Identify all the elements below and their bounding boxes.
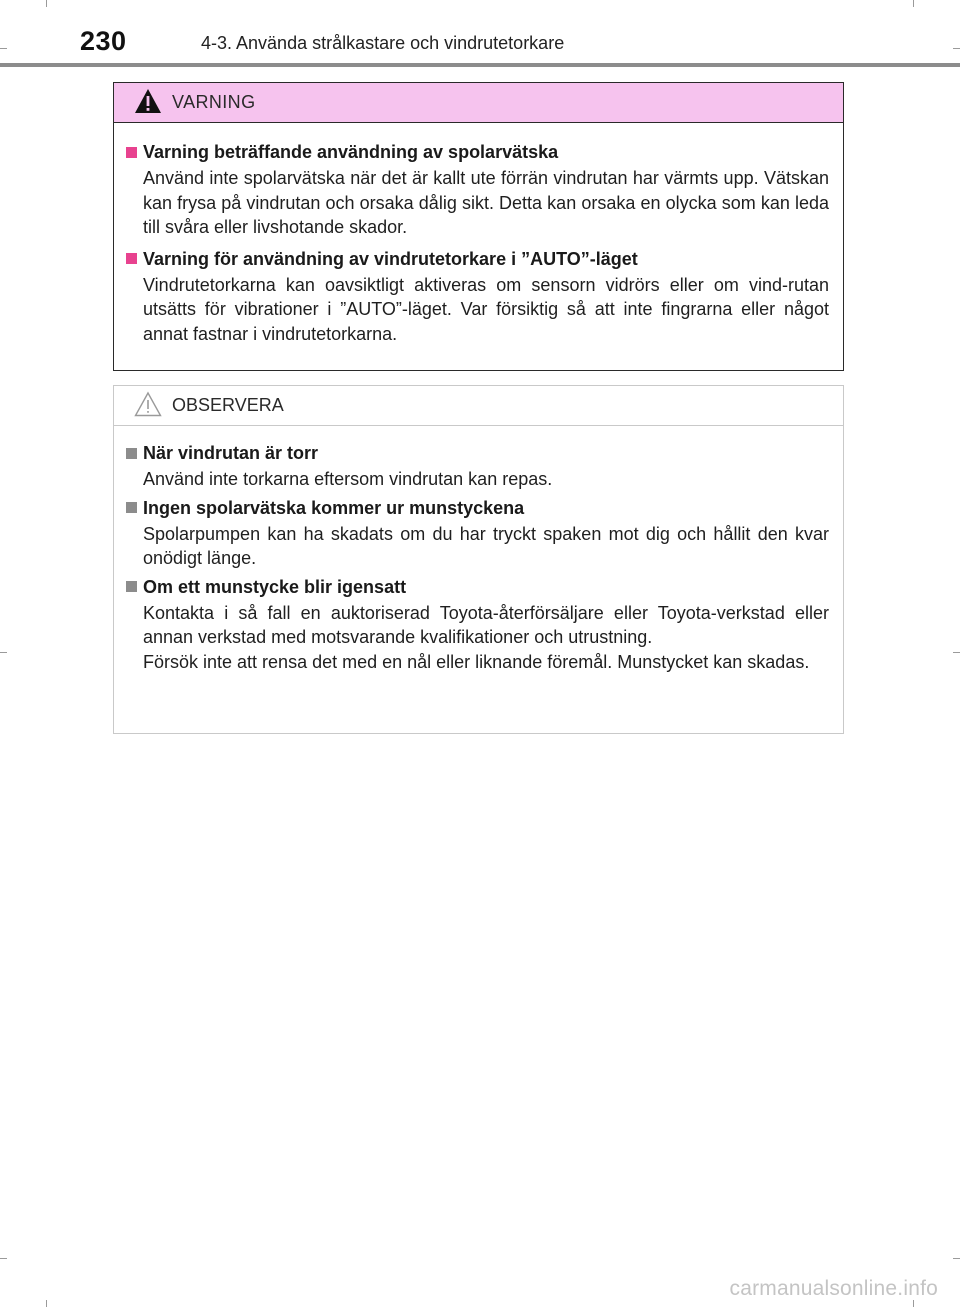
crop-mark	[953, 1258, 960, 1259]
crop-mark	[46, 1300, 47, 1307]
notice-item	[126, 576, 829, 675]
page-number: 230	[80, 26, 127, 56]
warning-item	[126, 248, 829, 347]
notice-item-title: När vindrutan är torr	[143, 443, 319, 463]
square-bullet-icon	[126, 147, 137, 158]
page-header	[0, 0, 960, 68]
notice-item-title: Om ett munstycke blir igensatt	[143, 576, 407, 597]
warning-box-body	[114, 123, 843, 346]
warning-box	[113, 82, 844, 371]
caution-triangle-outline-icon	[134, 391, 162, 417]
notice-item-text: Spolarpumpen kan ha skadats om du har tryckt spaken mot dig och hållit den kvar onödigt länge.	[143, 523, 829, 568]
crop-mark	[913, 1300, 914, 1307]
header-rule	[0, 63, 960, 67]
crop-mark	[0, 652, 7, 653]
notice-box-header	[114, 386, 843, 426]
notice-item	[126, 442, 829, 492]
warning-item-title: Varning beträffande användning av spolarvätska	[143, 142, 559, 162]
notice-item-title: Ingen spolarvätska kommer ur munstyckena	[143, 497, 525, 518]
square-bullet-icon	[126, 253, 137, 264]
square-bullet-icon	[126, 581, 137, 592]
notice-item-text: Kontakta i så fall en auktoriserad Toyota-återförsäljare eller Toyota-verkstad eller annan verkstad med motsvarande kvalifikationer och utrustning.	[143, 602, 829, 647]
notice-item	[126, 497, 829, 571]
warning-item-text: Använd inte spolarvätska när det är kallt ute förrän vindrutan har värmts upp. Vätskan kan frysa på vindrutan och orsaka dålig sikt. Detta kan orsaka en olycka som kan leda till svåra eller livshotande skador.	[143, 168, 829, 237]
square-bullet-icon	[126, 502, 137, 513]
crop-mark	[0, 1258, 7, 1259]
warning-item-text: Vindrutetorkarna kan oavsiktligt aktiveras om sensorn vidrörs eller om vind-rutan utsätts för vibrationer i ”AUTO”-läget. Var försiktig så att inte fingrarna eller något annat fastnar i vindrutetorkarna.	[143, 274, 829, 344]
notice-box	[113, 385, 844, 734]
square-bullet-icon	[126, 448, 137, 459]
warning-item	[126, 141, 829, 240]
warning-heading: VARNING	[172, 92, 256, 112]
section-title: 4-3. Använda strålkastare och vindrutetorkare	[201, 33, 565, 53]
warning-box-header	[114, 83, 843, 123]
crop-mark	[953, 652, 960, 653]
notice-heading: OBSERVERA	[172, 395, 284, 415]
warning-item-title: Varning för användning av vindrutetorkare i ”AUTO”-läget	[143, 248, 638, 269]
notice-box-body	[114, 426, 843, 674]
warning-triangle-icon	[134, 88, 162, 114]
notice-item-text: Försök inte att rensa det med en nål eller liknande föremål. Munstycket kan skadas.	[143, 651, 810, 672]
watermark: carmanualsonline.info	[729, 1277, 938, 1300]
notice-item-text: Använd inte torkarna eftersom vindrutan kan repas.	[143, 469, 553, 489]
